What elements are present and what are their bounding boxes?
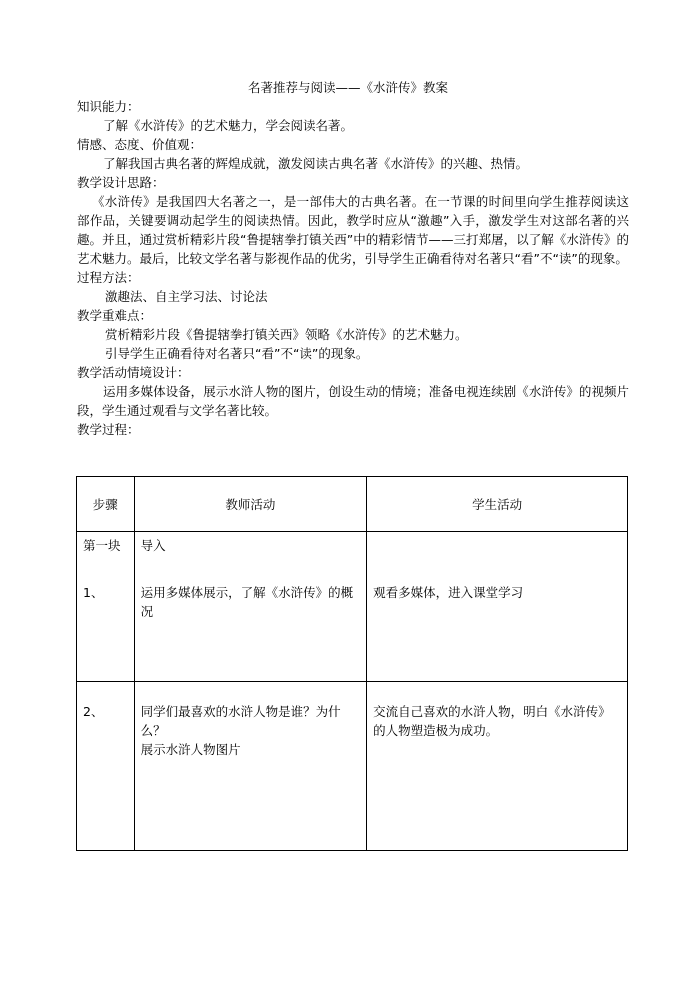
table-cell-student xyxy=(367,682,628,851)
student-activity: 交流自己喜欢的水浒人物，明白《水浒传》的人物塑造极为成功。 xyxy=(373,704,611,738)
section-paragraph: 《水浒传》是我国四大名著之一，是一部伟大的古典名著。在一节课的时间里向学生推荐阅读这部作品，关键要调动起学生的阅读热情。因此，教学时应从“激趣”入手，激发学生对这部名著的兴趣。并且，通过赏析精彩片段“鲁提辖拳打镇关西”中的精彩情节——三打郑屠，以了解《水浒传》的艺术魅力。最后，比较文学名著与影视作品的优劣，引导学生正确看待对名著只“看”不“读”的现象。 xyxy=(77,194,629,266)
section-heading-keypoints: 教学重难点： xyxy=(77,308,153,323)
table-row xyxy=(77,682,628,851)
table-cell-teacher xyxy=(134,682,367,851)
section-heading-activity: 教学活动情境设计： xyxy=(77,365,190,380)
document-title: 名著推荐与阅读——《水浒传》教案 xyxy=(247,80,448,95)
column-header-step: 步骤 xyxy=(77,477,135,532)
table-row xyxy=(77,532,628,682)
section-line: 了解《水浒传》的艺术魅力，学会阅读名著。 xyxy=(103,118,354,133)
teacher-activity: 展示水浒人物图片 xyxy=(140,742,241,757)
process-table xyxy=(76,476,628,851)
section-line: 了解我国古典名著的辉煌成就，激发阅读古典名著《水浒传》的兴趣、热情。 xyxy=(103,156,529,171)
table-cell-student xyxy=(367,532,628,682)
step-label: 第一块 xyxy=(83,538,121,553)
step-label: 1、 xyxy=(83,585,104,600)
teacher-activity: 运用多媒体展示，了解《水浒传》的概况 xyxy=(140,585,354,619)
section-heading-design: 教学设计思路： xyxy=(77,175,165,190)
section-heading-knowledge: 知识能力： xyxy=(77,99,140,114)
teacher-activity: 同学们最喜欢的水浒人物是谁？为什么？ xyxy=(140,704,341,738)
section-paragraph: 运用多媒体设备，展示水浒人物的图片，创设生动的情境；准备电视连续剧《水浒传》的视频片段，学生通过观看与文学名著比较。 xyxy=(77,384,629,418)
student-activity xyxy=(373,536,621,555)
table-header-row xyxy=(77,477,628,532)
document-body xyxy=(77,97,629,439)
student-activity: 观看多媒体，进入课堂学习 xyxy=(373,585,524,600)
teacher-activity: 导入 xyxy=(140,538,166,553)
section-line: 激趣法、自主学习法、讨论法 xyxy=(105,289,268,304)
column-header-student: 学生活动 xyxy=(367,477,628,532)
section-heading-process: 教学过程： xyxy=(77,422,140,437)
table-cell-step xyxy=(77,532,135,682)
section-heading-method: 过程方法： xyxy=(77,270,140,285)
step-label: 2、 xyxy=(83,704,104,719)
section-line: 赏析精彩片段《鲁提辖拳打镇关西》领略《水浒传》的艺术魅力。 xyxy=(105,327,468,342)
column-header-teacher: 教师活动 xyxy=(134,477,367,532)
section-heading-emotion: 情感、态度、价值观： xyxy=(77,137,203,152)
table-cell-teacher xyxy=(134,532,367,682)
section-line: 引导学生正确看待对名著只“看”不“读”的现象。 xyxy=(105,346,369,361)
table-cell-step xyxy=(77,682,135,851)
